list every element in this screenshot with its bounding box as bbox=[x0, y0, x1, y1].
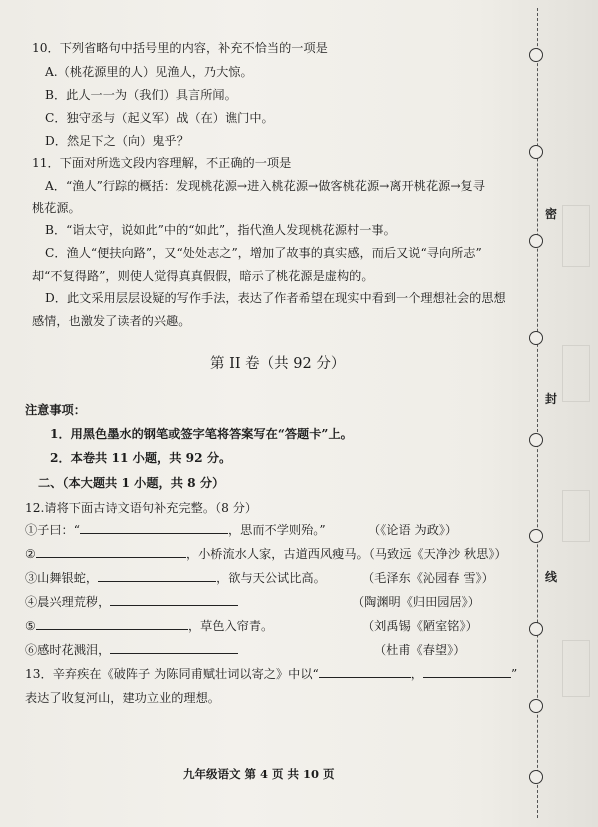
q11-option-b: B．“诣太守，说如此”中的“如此”，指代渔人发现桃花源村一事。 bbox=[45, 223, 396, 237]
q11-option-c-line1: C．渔人“便扶向路”，又“处处志之”，增加了故事的真实感，而后又说“寻向所志” bbox=[45, 246, 482, 260]
q12-line-6-source: （杜甫《春望》） bbox=[374, 643, 466, 657]
q11-option-d-line1: D．此文采用层层设疑的写作手法，表达了作者希望在现实中看到一个理想社会的思想 bbox=[45, 291, 506, 305]
q12-line-1 bbox=[25, 522, 326, 538]
q11-stem: 11．下面对所选文段内容理解，不正确的一项是 bbox=[32, 156, 292, 170]
q10-option-b: B．此人一一为（我们）具言所闻。 bbox=[45, 88, 237, 102]
q12-line-5-source: （刘禹锡《陋室铭》） bbox=[362, 619, 478, 633]
q12-line-4 bbox=[25, 594, 238, 610]
q12-line-4-prefix: ④晨兴理荒秽， bbox=[25, 595, 111, 609]
notice-item-2: 2．本卷共 11 小题，共 92 分。 bbox=[50, 451, 232, 465]
q12-line-2-suffix: ，小桥流水人家，古道西风瘦马。（马致远《天净沙 秋思》） bbox=[185, 547, 507, 561]
answer-blank[interactable] bbox=[80, 522, 228, 534]
q12-line-1-source: （《论语 为政》） bbox=[368, 523, 458, 537]
q12-line-3-prefix: ③山舞银蛇， bbox=[25, 571, 99, 585]
q10-option-a: A.（桃花源里的人）见渔人，乃大惊。 bbox=[45, 65, 253, 79]
q13-closing-quote: ” bbox=[510, 667, 518, 681]
binding-hole-icon bbox=[529, 622, 543, 636]
q12-line-5 bbox=[25, 618, 273, 634]
seal-mark-feng: 封 bbox=[545, 392, 558, 406]
part2-title: 第 II 卷（共 92 分） bbox=[210, 356, 346, 372]
binding-hole-icon bbox=[529, 145, 543, 159]
binding-hole-icon bbox=[529, 48, 543, 62]
binding-hole-icon bbox=[529, 529, 543, 543]
q10-option-d: D．然足下之（向）鬼乎？ bbox=[45, 134, 189, 148]
seal-mark-xian: 线 bbox=[545, 570, 558, 584]
binding-hole-icon bbox=[529, 433, 543, 447]
answer-blank[interactable] bbox=[110, 642, 238, 654]
q11-option-c-line2: 却“不复得路”，则使人觉得真真假假，暗示了桃花源是虚构的。 bbox=[32, 269, 374, 283]
q12-line-4-source: （陶渊明《归田园居》） bbox=[352, 595, 480, 609]
q10-stem: 10．下列省略句中括号里的内容，补充不恰当的一项是 bbox=[32, 41, 328, 55]
q12-line-5-prefix: ⑤ bbox=[25, 619, 36, 633]
q12-line-1-suffix: ，思而不学则殆。” bbox=[227, 523, 326, 537]
q11-option-a-line1: A．“渔人”行踪的概括：发现桃花源→进入桃花源→做客桃花源→离开桃花源→复寻 bbox=[45, 179, 485, 193]
binding-hole-icon bbox=[529, 234, 543, 248]
answer-blank[interactable] bbox=[36, 618, 188, 630]
show-through-box bbox=[562, 345, 590, 402]
show-through-box bbox=[562, 490, 590, 542]
q12-line-5-suffix: ，草色入帘青。 bbox=[187, 619, 274, 633]
binding-hole-icon bbox=[529, 699, 543, 713]
answer-blank[interactable] bbox=[98, 570, 216, 582]
q12-line-3-suffix: ，欲与天公试比高。 bbox=[216, 571, 326, 585]
q11-option-a-line2: 桃花源。 bbox=[32, 201, 81, 215]
seal-mark-mi: 密 bbox=[545, 207, 558, 221]
q13-prefix: 13．辛弃疾在《破阵子 为陈同甫赋壮词以寄之》中以“ bbox=[25, 667, 319, 681]
q13-separator: ， bbox=[410, 667, 423, 681]
q12-line-1-prefix: ①子曰：“ bbox=[25, 523, 80, 537]
notice-title: 注意事项： bbox=[25, 403, 86, 417]
q12-line-3 bbox=[25, 570, 326, 586]
answer-blank[interactable] bbox=[423, 666, 511, 678]
answer-blank[interactable] bbox=[319, 666, 411, 678]
show-through-box bbox=[562, 205, 590, 267]
q11-option-d-line2: 感情，也激发了读者的兴趣。 bbox=[32, 314, 191, 328]
answer-blank[interactable] bbox=[110, 594, 238, 606]
binding-dashed-line bbox=[537, 8, 538, 818]
binding-hole-icon bbox=[529, 331, 543, 345]
q12-line-6 bbox=[25, 642, 238, 658]
q12-line-2 bbox=[25, 546, 507, 562]
q12-stem: 12.请将下面古诗文语句补充完整。（8 分） bbox=[25, 501, 258, 515]
binding-margin bbox=[515, 0, 598, 827]
q12-line-6-prefix: ⑥感时花溅泪， bbox=[25, 643, 111, 657]
q12-line-2-prefix: ② bbox=[25, 547, 36, 561]
show-through-box bbox=[562, 640, 590, 697]
q10-option-c: C．独守丞与（起义军）战（在）谯门中。 bbox=[45, 111, 274, 125]
q12-line-3-source: （毛泽东《沁园春 雪》） bbox=[362, 571, 494, 585]
notice-item-1: 1．用黑色墨水的钢笔或签字笔将答案写在“答题卡”上。 bbox=[50, 427, 353, 441]
answer-blank[interactable] bbox=[36, 546, 186, 558]
q13-line-1 bbox=[25, 666, 517, 682]
q13-line-2: 表达了收复河山，建功立业的理想。 bbox=[25, 691, 220, 705]
binding-hole-icon bbox=[529, 770, 543, 784]
page-footer: 九年级语文 第 4 页 共 10 页 bbox=[183, 767, 335, 781]
section-heading: 二、（本大题共 1 小题，共 8 分） bbox=[38, 476, 225, 490]
